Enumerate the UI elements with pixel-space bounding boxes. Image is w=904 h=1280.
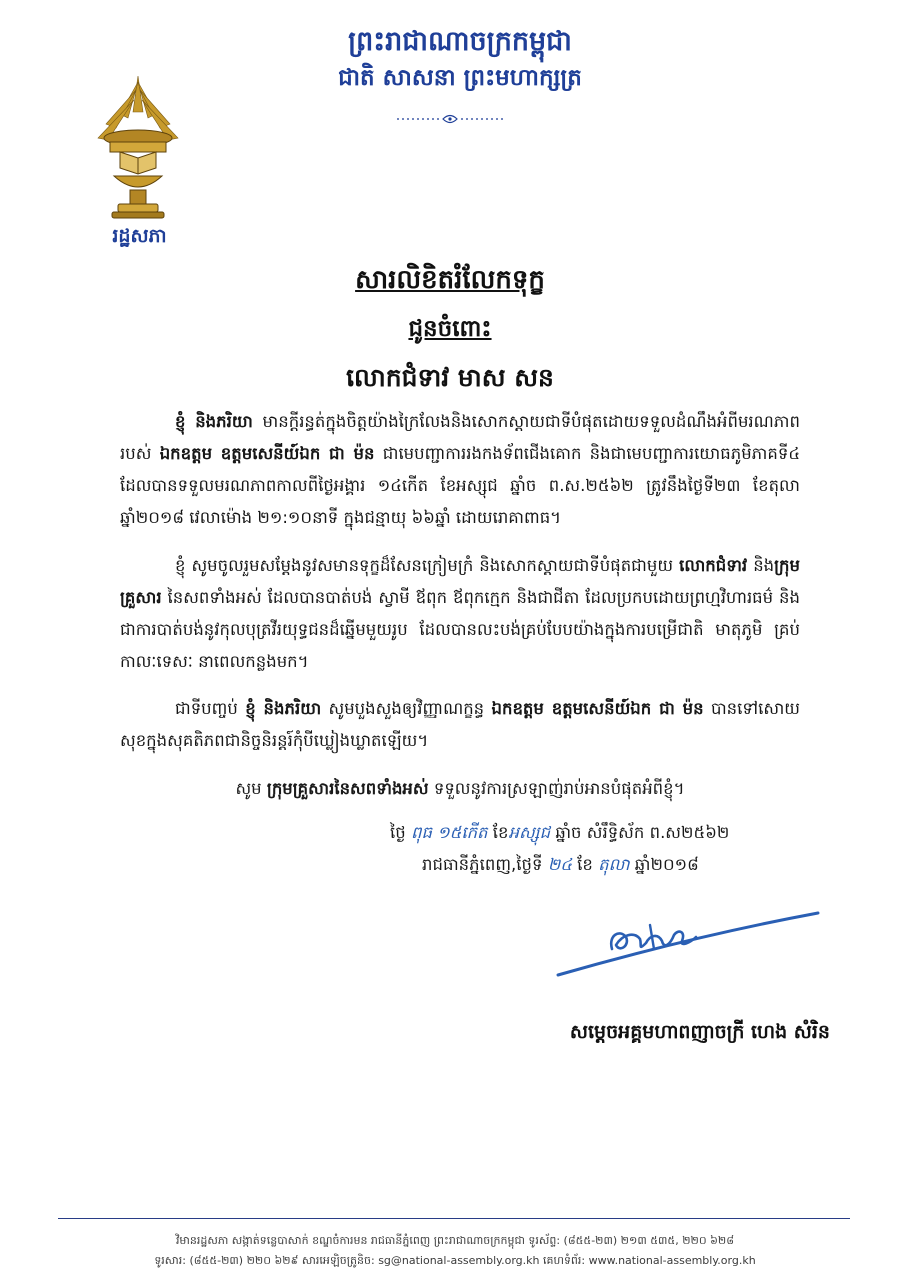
p1-speaker: ខ្ញុំ (175, 412, 186, 431)
p1-spouse: និងភរិយា (195, 412, 253, 431)
national-motto: ជាតិ សាសនា ព្រះមហាក្សត្រ (338, 65, 582, 91)
p3-text-a: ជាទីបញ្ចប់ (175, 699, 238, 718)
lunar-month-handwritten: អស្សុជ (508, 823, 551, 842)
solar-month-label: ខែ (577, 855, 593, 874)
p2-text-b: នៃសពទាំងអស់ ដែលបានបាត់បង់ ស្វាមី ឪពុក ឪពុកក្មេក និងជាជីតា ដែលប្រកបដោយព្រហ្មវិហារធម៌ និងជាការបាត់បង់នូវកុលបុត្រវីរយុទ្ធជនដ៏ឆ្នើមមួយរូប ដែលបានលះបង់គ្រប់បែបយ៉ាងក្នុងការបម្រើជាតិ មាតុភូមិ គ្រប់កាលៈទេសៈ នាពេលកន្លងមក។ (120, 588, 800, 671)
p1-deceased-name: ឯកឧត្តម ឧត្តមសេនីយ៍ឯក ជា ម៉ន (159, 444, 375, 463)
paragraph-1 (120, 406, 800, 534)
p2-text-a: ខ្ញុំ សូមចូលរួមសម្តែងនូវសមានទុក្ខដ៏សែនក្រៀមក្រំ និងសោកស្តាយជាទីបំផុតជាមួយ (175, 556, 674, 575)
paragraph-2 (120, 550, 800, 678)
p3-text-b: សូមបួងសួងឲ្យវិញ្ញាណក្ខន្ធ (328, 699, 485, 718)
letter-title: សារលិខិតរំលែកទុក្ខ (355, 265, 545, 295)
p3-text-c: បានទៅសោយសុខក្នុងសុគតិភពជានិច្ចនិរន្តរ៍កុំបីឃ្លៀងឃ្លាតឡើយ។ (120, 699, 800, 750)
paragraph-3 (120, 693, 800, 757)
footer-address: វិមានរដ្ឋសភា សង្កាត់ទន្លេបាសាក់ ខណ្ឌចំការមន រាជធានីភ្នំពេញ ព្រះរាជាណាចក្រកម្ពុជា ទូរស័ព្ទ: (៨៥៥-២៣) ២១៣ ៥៣៥, ២២០ ៦២៨ (175, 1234, 735, 1247)
lunar-day-handwritten: ពុធ ១៥កើត (410, 823, 488, 842)
lunar-date-line (390, 818, 820, 848)
lunar-month-label: ខែ (492, 823, 509, 842)
closing-text-b: ទទួលនូវការស្រឡាញ់រាប់អានបំផុតអំពីខ្ញុំ។ (433, 779, 685, 798)
p2-and: និង (753, 556, 775, 575)
solar-month-handwritten: តុលា (598, 855, 630, 874)
closing-family: ក្រុមគ្រួសារនៃសពទាំងអស់ (266, 779, 429, 798)
p3-speaker: ខ្ញុំ និងភរិយា (245, 699, 322, 718)
lunar-day-label: ថ្ងៃ (390, 823, 406, 842)
p2-recipient: លោកជំទាវ (679, 556, 748, 575)
solar-day-handwritten: ២៤ (547, 855, 572, 874)
footer-contact: ទូរសារ: (៨៥៥-២៣) ២២០ ៦២៩ សារអេឡិចត្រូនិច: sg@national-assembly.org.kh គេហទំព័រ: www.national-assembly.org.kh (154, 1254, 756, 1267)
lunar-year: ឆ្នាំច សំរឹទ្ធិស័ក ព.ស២៥៦២ (555, 823, 730, 842)
national-assembly-emblem-icon (88, 72, 188, 222)
closing-line (120, 773, 800, 805)
kingdom-heading: ព្រះរាជាណាចក្រកម្ពុជា (348, 26, 572, 57)
solar-place-label: រាជធានីភ្នំពេញ,ថ្ងៃទី (422, 855, 543, 874)
closing-text-a: សូម (235, 779, 262, 798)
signer-name: សម្តេចអគ្គមហាពញាចក្រី ហេង សំរិន (569, 1021, 830, 1043)
p2-family: ក្រុមគ្រួសារ (120, 556, 801, 607)
solar-year: ឆ្នាំ២០១៨ (634, 855, 699, 874)
ornament-divider-icon (395, 112, 505, 126)
footer-divider (58, 1218, 850, 1219)
emblem-label: រដ្ឋសភា (112, 225, 167, 247)
handwritten-signature-icon (550, 905, 830, 985)
recipient-name: លោកជំទាវ មាស សន (346, 363, 554, 392)
p1-text-b: ជាមេបញ្ជាការរងកងទ័ពជើងគោក និងជាមេបញ្ជាការយោធភូមិភាគទី៤ ដែលបានទទួលមរណភាពកាលពីថ្ងៃអង្គារ ១៤កើត ខែអស្សុជ ឆ្នាំច ព.ស.២៥៦២ ត្រូវនឹងថ្ងៃទី២៣ ខែតុលា ឆ្នាំ២០១៨ វេលាម៉ោង ២១:១០នាទី ក្នុងជន្មាយុ ៦៦ឆ្នាំ ដោយរោគាពាធ។ (120, 444, 801, 527)
p1-text-a: មានក្តីរន្ធត់ក្នុងចិត្តយ៉ាងក្រៃលែងនិងសោកស្តាយជាទីបំផុតដោយទទួលដំណឹងអំពីមរណភាពរបស់ (120, 412, 800, 463)
p3-deceased-name: ឯកឧត្តម ឧត្តមសេនីយ៍ឯក ជា ម៉ន (491, 699, 704, 718)
solar-date-line (422, 850, 822, 880)
addressed-to-label: ជូនចំពោះ (408, 316, 492, 342)
